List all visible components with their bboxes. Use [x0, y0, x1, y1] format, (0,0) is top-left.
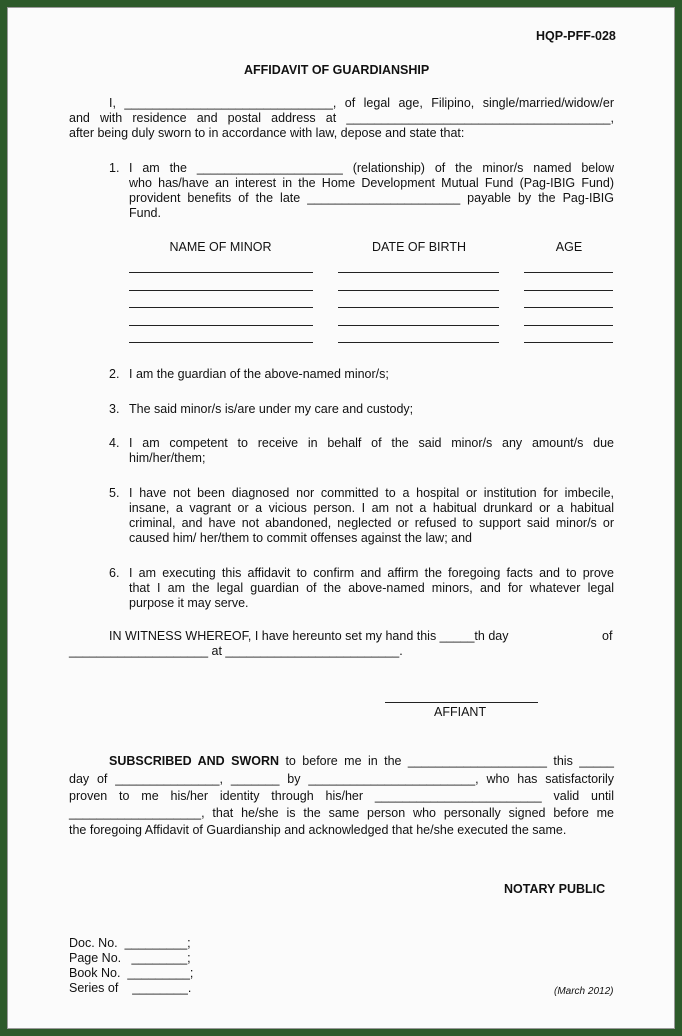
minor-name-blank[interactable] [129, 272, 313, 273]
item-5-number: 5. [109, 486, 120, 500]
notary-public-label: NOTARY PUBLIC [504, 882, 606, 896]
subscribed-line-2: day of _______________, _______ by ________________________, who has satisfactorily [69, 772, 614, 786]
item-4-number: 4. [109, 436, 120, 450]
column-header-dob: DATE OF BIRTH [372, 240, 466, 254]
intro-line-2: and with residence and postal address at ______________________________________, [69, 111, 614, 125]
minor-dob-blank[interactable] [338, 290, 499, 291]
subscribed-line-4: ___________________, that he/she is the same person who personally signed before me [69, 806, 614, 820]
witness-line-2: ____________________ at _________________________. [69, 644, 403, 658]
column-header-age: AGE [555, 240, 583, 254]
form-code: HQP-PFF-028 [536, 29, 616, 43]
item-3-text: The said minor/s is/are under my care and custody; [129, 402, 414, 416]
minor-name-blank[interactable] [129, 290, 313, 291]
witness-line-1: IN WITNESS WHEREOF, I have hereunto set my hand this _____th day [109, 629, 509, 643]
minor-name-blank[interactable] [129, 342, 313, 343]
witness-line-1-end: of [602, 629, 613, 643]
subscribed-line-1 [69, 754, 614, 769]
item-4-line-1: I am competent to receive in behalf of the said minor/s any amount/s due [129, 436, 614, 450]
item-1-line-3: provident benefits of the late ______________________ payable by the Pag-IBIG [129, 191, 614, 205]
item-6-line-2: that I am the legal guardian of the above-named minors, and for whatever legal [129, 581, 614, 595]
intro-line-3: after being duly sworn to in accordance with law, depose and state that: [69, 126, 465, 140]
item-5-line-1: I have not been diagnosed nor committed to a hospital or institution for imbecile, [129, 486, 614, 500]
minor-dob-blank[interactable] [338, 307, 499, 308]
item-1-line-2: who has/have an interest in the Home Development Mutual Fund (Pag-IBIG Fund) [129, 176, 614, 190]
minor-age-blank[interactable] [524, 325, 613, 326]
item-3-number: 3. [109, 402, 120, 416]
subscribed-lead: SUBSCRIBED AND SWORN [109, 754, 280, 768]
doc-no-field[interactable]: Doc. No. _________; [69, 936, 191, 950]
book-no-field[interactable]: Book No. _________; [69, 966, 194, 980]
item-4-line-2: him/her/them; [129, 451, 206, 465]
series-of-field[interactable]: Series of ________. [69, 981, 192, 995]
minor-age-blank[interactable] [524, 307, 613, 308]
minor-name-blank[interactable] [129, 307, 313, 308]
affiant-signature-line[interactable] [385, 702, 538, 703]
intro-line-1: I, ______________________________, of legal age, Filipino, single/married/widow/er [109, 96, 614, 110]
minor-age-blank[interactable] [524, 342, 613, 343]
item-2-text: I am the guardian of the above-named minor/s; [129, 367, 389, 381]
item-5-line-4: caused him/ her/them to commit offenses against the law; and [129, 531, 473, 545]
page-no-field[interactable]: Page No. ________; [69, 951, 191, 965]
affidavit-page [7, 7, 675, 1029]
item-1-number: 1. [109, 161, 120, 175]
minor-dob-blank[interactable] [338, 342, 499, 343]
item-5-line-2: insane, a vagrant or a vicious person. I am not a habitual drunkard or a habitual [129, 501, 614, 515]
item-5-line-3: criminal, and have not abandoned, neglected or refused to support said minor/s or [129, 516, 614, 530]
minor-dob-blank[interactable] [338, 325, 499, 326]
affiant-label: AFFIANT [434, 705, 487, 719]
minor-age-blank[interactable] [524, 290, 613, 291]
subscribed-line-1-rest: to before me in the ____________________ this _____ [279, 754, 615, 768]
minor-name-blank[interactable] [129, 325, 313, 326]
subscribed-line-3: proven to me his/her identity through his/her ________________________ valid until [69, 789, 614, 803]
minor-dob-blank[interactable] [338, 272, 499, 273]
document-title: AFFIDAVIT OF GUARDIANSHIP [244, 63, 430, 77]
column-header-name: NAME OF MINOR [169, 240, 272, 254]
minor-age-blank[interactable] [524, 272, 613, 273]
subscribed-line-5: the foregoing Affidavit of Guardianship and acknowledged that he/she executed the same. [69, 823, 567, 837]
revision-date: (March 2012) [554, 986, 614, 997]
item-6-number: 6. [109, 566, 120, 580]
item-1-line-4: Fund. [129, 206, 161, 220]
item-6-line-3: purpose it may serve. [129, 596, 249, 610]
item-2-number: 2. [109, 367, 120, 381]
item-1-line-1: I am the _____________________ (relationship) of the minor/s named below [129, 161, 614, 175]
item-6-line-1: I am executing this affidavit to confirm and affirm the foregoing facts and to prove [129, 566, 614, 580]
